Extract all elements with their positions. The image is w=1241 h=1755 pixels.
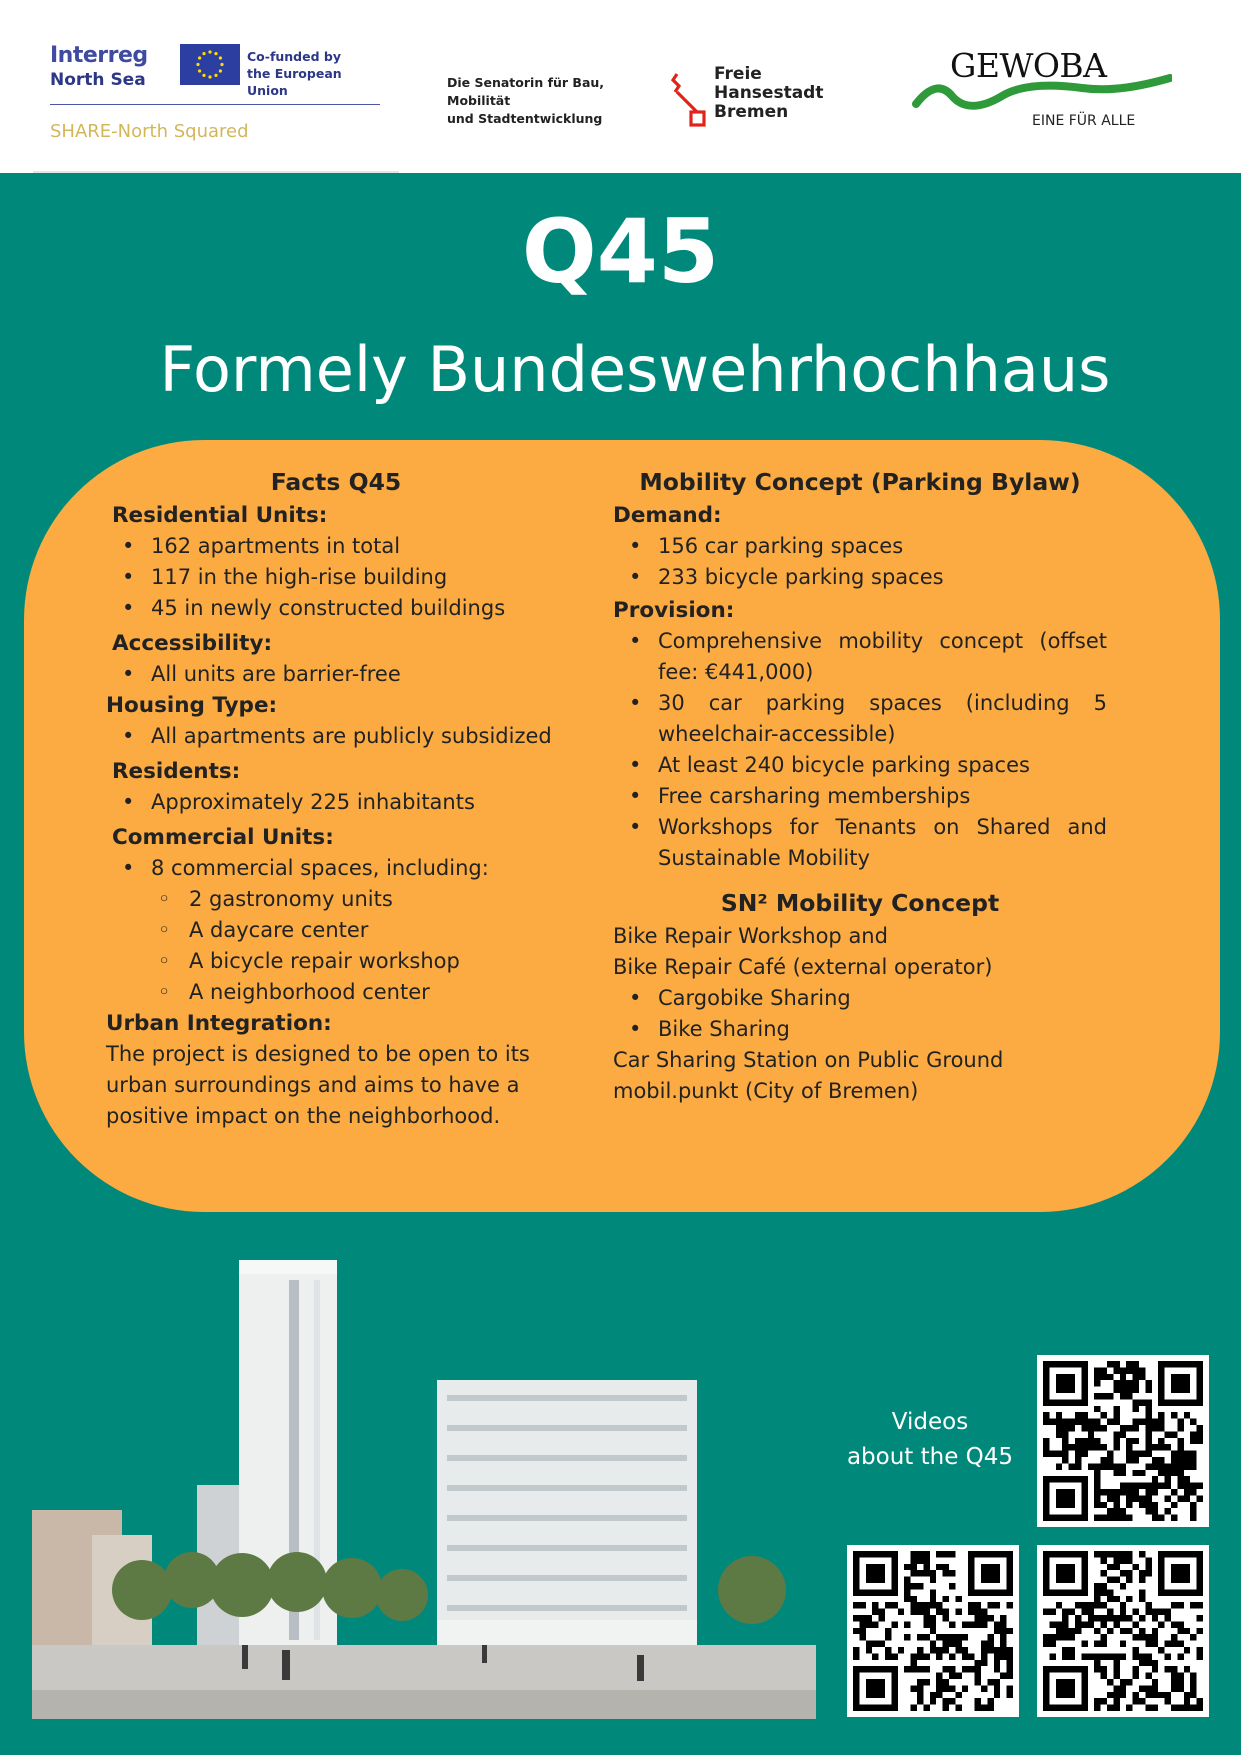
residents-list: [106, 787, 566, 818]
sn2-list: [613, 983, 1107, 1045]
page-subtitle: Formely Bundeswehrhochhaus: [159, 333, 1111, 406]
list-item: ◦ A neighborhood center: [106, 977, 566, 1008]
qr-code-icon[interactable]: [847, 1545, 1019, 1717]
list-item: • 162 apartments in total: [106, 531, 566, 562]
building-photo: [32, 1260, 816, 1719]
videos-label: Videos about the Q45: [846, 1409, 1014, 1470]
section-heading: Demand:: [613, 503, 722, 528]
gewoba-logo: [912, 46, 1172, 136]
list-item: ◦ A daycare center: [106, 915, 566, 946]
list-item: • Bike Sharing: [613, 1014, 1107, 1045]
list-item: • At least 240 bicycle parking spaces: [613, 750, 1107, 781]
list-item: • 8 commercial spaces, including:: [106, 853, 566, 884]
provision-list: [613, 626, 1107, 874]
section-heading: Urban Integration:: [106, 1011, 332, 1036]
list-item: • 30 car parking spaces (including 5 wheelchair-accessible): [613, 688, 1107, 750]
list-item: • Cargobike Sharing: [613, 983, 1107, 1014]
sn2-line: Car Sharing Station on Public Ground: [613, 1048, 1004, 1072]
list-item: • Comprehensive mobility concept (offset fee: €441,000): [613, 626, 1107, 688]
eu-cofunded-text: Co-funded by the European Union: [247, 49, 342, 98]
divider: [33, 171, 399, 173]
section-heading: Residential Units:: [112, 503, 328, 528]
senate-text: Die Senatorin für Bau, Mobilität und Stadtentwicklung: [447, 75, 605, 126]
bremen-key-icon: [669, 70, 709, 130]
sn2-heading: SN² Mobility Concept: [720, 889, 1000, 917]
section-heading: Residents:: [112, 759, 241, 784]
accessibility-list: [106, 659, 566, 690]
qr-code-icon[interactable]: [1037, 1545, 1209, 1717]
facts-heading: Facts Q45: [270, 468, 402, 496]
qr-code-icon[interactable]: [1037, 1355, 1209, 1527]
housing-list: [106, 721, 566, 752]
header: [0, 0, 1241, 173]
list-item: • 156 car parking spaces: [613, 531, 1107, 562]
bremen-city-text: Freie Hansestadt Bremen: [714, 64, 824, 122]
eu-flag-icon: [180, 44, 240, 85]
sn2-line: mobil.punkt (City of Bremen): [613, 1079, 919, 1103]
gewoba-name: GEWOBA: [950, 46, 1107, 85]
facts-column: [106, 465, 566, 1132]
commercial-list: [106, 853, 566, 1008]
list-item: • Free carsharing memberships: [613, 781, 1107, 812]
list-item: ◦ A bicycle repair workshop: [106, 946, 566, 977]
page-title: Q45: [521, 200, 720, 303]
demand-list: [613, 531, 1107, 593]
list-item: • Workshops for Tenants on Shared and Sustainable Mobility: [613, 812, 1107, 874]
section-heading: Commercial Units:: [112, 825, 334, 850]
section-heading: Provision:: [613, 598, 735, 623]
interreg-region: North Sea: [50, 70, 146, 90]
interreg-name: Interreg: [50, 43, 148, 68]
list-item: ◦ 2 gastronomy units: [106, 884, 566, 915]
divider: [50, 104, 380, 105]
list-item: • 233 bicycle parking spaces: [613, 562, 1107, 593]
list-item: • All units are barrier-free: [106, 659, 566, 690]
sn2-line: Bike Repair Workshop and: [613, 924, 888, 948]
residential-list: [106, 531, 566, 624]
gewoba-slogan: EINE FÜR ALLE: [1032, 113, 1136, 129]
list-item: • All apartments are publicly subsidized: [106, 721, 566, 752]
urban-integration-text: The project is designed to be open to its urban surroundings and aims to have a positive impact on the neighborhood.: [106, 1042, 530, 1128]
section-heading: Housing Type:: [106, 693, 278, 718]
project-name: SHARE-North Squared: [50, 121, 249, 142]
sn2-line: Bike Repair Café (external operator): [613, 955, 993, 979]
list-item: • Approximately 225 inhabitants: [106, 787, 566, 818]
mobility-column: [613, 465, 1107, 1107]
list-item: • 45 in newly constructed buildings: [106, 593, 566, 624]
mobility-heading: Mobility Concept (Parking Bylaw): [639, 468, 1081, 496]
section-heading: Accessibility:: [112, 631, 273, 656]
list-item: • 117 in the high-rise building: [106, 562, 566, 593]
